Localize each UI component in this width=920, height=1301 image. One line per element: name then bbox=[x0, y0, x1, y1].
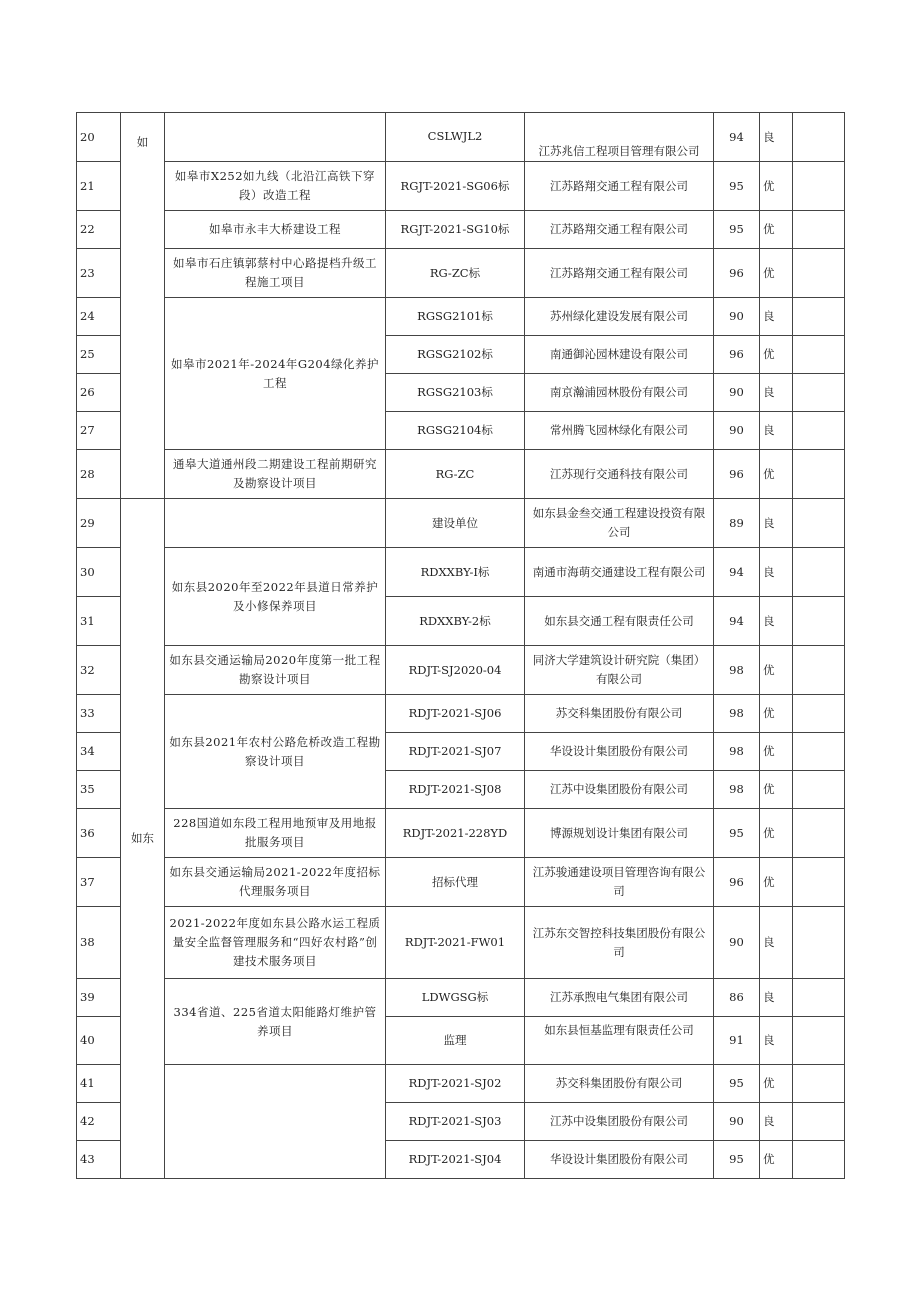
table-row bbox=[77, 298, 845, 336]
section-code: RDJT-2021-228YD bbox=[386, 809, 525, 858]
grade: 优 bbox=[760, 211, 793, 249]
project-name: 如东县2020年至2022年县道日常养护及小修保养项目 bbox=[165, 548, 386, 646]
project-name: 334省道、225省道太阳能路灯维护管养项目 bbox=[165, 979, 386, 1065]
section-code: RDJT-2021-SJ06 bbox=[386, 695, 525, 733]
score: 95 bbox=[714, 211, 760, 249]
score: 90 bbox=[714, 298, 760, 336]
region-cell-rugao: 如 bbox=[121, 113, 165, 499]
project-name: 如皋市X252如九线（北沿江高铁下穿段）改造工程 bbox=[165, 162, 386, 211]
remark-cell bbox=[793, 1103, 845, 1141]
section-code: RGSG2102标 bbox=[386, 336, 525, 374]
score: 89 bbox=[714, 499, 760, 548]
remark-cell bbox=[793, 771, 845, 809]
company-name: 南京瀚浦园林股份有限公司 bbox=[525, 374, 714, 412]
score: 96 bbox=[714, 336, 760, 374]
region-cell-rudong: 如东 bbox=[121, 499, 165, 1179]
grade: 良 bbox=[760, 374, 793, 412]
grade: 良 bbox=[760, 979, 793, 1017]
company-name: 江苏兆信工程项目管理有限公司 bbox=[525, 113, 714, 162]
row-number: 25 bbox=[77, 336, 121, 374]
grade: 优 bbox=[760, 450, 793, 499]
row-number: 28 bbox=[77, 450, 121, 499]
row-number: 43 bbox=[77, 1141, 121, 1179]
section-code: RDXXBY-2标 bbox=[386, 597, 525, 646]
section-code: 监理 bbox=[386, 1017, 525, 1065]
score: 98 bbox=[714, 695, 760, 733]
remark-cell bbox=[793, 162, 845, 211]
section-code: RDJT-2021-SJ04 bbox=[386, 1141, 525, 1179]
company-name: 江苏中设集团股份有限公司 bbox=[525, 1103, 714, 1141]
row-number: 34 bbox=[77, 733, 121, 771]
company-name: 江苏路翔交通工程有限公司 bbox=[525, 211, 714, 249]
row-number: 42 bbox=[77, 1103, 121, 1141]
company-name: 江苏东交智控科技集团股份有限公司 bbox=[525, 907, 714, 979]
table-row bbox=[77, 249, 845, 298]
remark-cell bbox=[793, 597, 845, 646]
grade: 优 bbox=[760, 336, 793, 374]
remark-cell bbox=[793, 1065, 845, 1103]
section-code: RG-ZC标 bbox=[386, 249, 525, 298]
row-number: 37 bbox=[77, 858, 121, 907]
section-code: RGSG2101标 bbox=[386, 298, 525, 336]
remark-cell bbox=[793, 249, 845, 298]
grade: 优 bbox=[760, 646, 793, 695]
section-code: 建设单位 bbox=[386, 499, 525, 548]
grade: 优 bbox=[760, 1065, 793, 1103]
grade: 优 bbox=[760, 858, 793, 907]
project-name: 如东县交通运输局2021-2022年度招标代理服务项目 bbox=[165, 858, 386, 907]
remark-cell bbox=[793, 412, 845, 450]
remark-cell bbox=[793, 809, 845, 858]
remark-cell bbox=[793, 211, 845, 249]
row-number: 36 bbox=[77, 809, 121, 858]
grade: 优 bbox=[760, 695, 793, 733]
remark-cell bbox=[793, 113, 845, 162]
row-number: 38 bbox=[77, 907, 121, 979]
score: 91 bbox=[714, 1017, 760, 1065]
project-name: 2021-2022年度如东县公路水运工程质量安全监督管理服务和“四好农村路”创建技术服务项目 bbox=[165, 907, 386, 979]
grade: 良 bbox=[760, 499, 793, 548]
table-row bbox=[77, 695, 845, 733]
company-name: 江苏路翔交通工程有限公司 bbox=[525, 162, 714, 211]
grade: 优 bbox=[760, 809, 793, 858]
project-name: 通皋大道通州段二期建设工程前期研究及勘察设计项目 bbox=[165, 450, 386, 499]
remark-cell bbox=[793, 733, 845, 771]
remark-cell bbox=[793, 858, 845, 907]
row-number: 23 bbox=[77, 249, 121, 298]
table-row bbox=[77, 858, 845, 907]
row-number: 26 bbox=[77, 374, 121, 412]
row-number: 35 bbox=[77, 771, 121, 809]
score: 96 bbox=[714, 450, 760, 499]
section-code: RG-ZC bbox=[386, 450, 525, 499]
section-code: CSLWJL2 bbox=[386, 113, 525, 162]
remark-cell bbox=[793, 336, 845, 374]
grade: 优 bbox=[760, 771, 793, 809]
grade: 良 bbox=[760, 597, 793, 646]
score: 94 bbox=[714, 597, 760, 646]
score: 86 bbox=[714, 979, 760, 1017]
project-name: 如东县交通运输局2020年度第一批工程勘察设计项目 bbox=[165, 646, 386, 695]
section-code: RDJT-2021-SJ08 bbox=[386, 771, 525, 809]
row-number: 24 bbox=[77, 298, 121, 336]
project-name bbox=[165, 113, 386, 162]
section-code: RGSG2103标 bbox=[386, 374, 525, 412]
score: 96 bbox=[714, 249, 760, 298]
table-row bbox=[77, 499, 845, 548]
row-number: 32 bbox=[77, 646, 121, 695]
section-code: RGSG2104标 bbox=[386, 412, 525, 450]
company-name: 南通御沁园林建设有限公司 bbox=[525, 336, 714, 374]
evaluation-table bbox=[76, 112, 845, 1179]
score: 95 bbox=[714, 1141, 760, 1179]
table-row bbox=[77, 1065, 845, 1103]
remark-cell bbox=[793, 979, 845, 1017]
company-name: 华设设计集团股份有限公司 bbox=[525, 1141, 714, 1179]
section-code: RGJT-2021-SG10标 bbox=[386, 211, 525, 249]
company-name: 如东县恒基监理有限责任公司 bbox=[525, 1017, 714, 1065]
company-name: 华设设计集团股份有限公司 bbox=[525, 733, 714, 771]
score: 98 bbox=[714, 733, 760, 771]
section-code: RDJT-SJ2020-04 bbox=[386, 646, 525, 695]
score: 98 bbox=[714, 646, 760, 695]
score: 94 bbox=[714, 113, 760, 162]
table-row bbox=[77, 979, 845, 1017]
table-row bbox=[77, 162, 845, 211]
project-name bbox=[165, 499, 386, 548]
company-name: 江苏路翔交通工程有限公司 bbox=[525, 249, 714, 298]
table-row bbox=[77, 211, 845, 249]
table-row bbox=[77, 548, 845, 597]
row-number: 21 bbox=[77, 162, 121, 211]
company-name: 苏交科集团股份有限公司 bbox=[525, 695, 714, 733]
row-number: 33 bbox=[77, 695, 121, 733]
remark-cell bbox=[793, 499, 845, 548]
section-code: LDWGSG标 bbox=[386, 979, 525, 1017]
table-row bbox=[77, 907, 845, 979]
section-code: RDJT-2021-SJ02 bbox=[386, 1065, 525, 1103]
company-name: 江苏承煦电气集团有限公司 bbox=[525, 979, 714, 1017]
row-number: 20 bbox=[77, 113, 121, 162]
company-name: 如东县交通工程有限责任公司 bbox=[525, 597, 714, 646]
score: 95 bbox=[714, 809, 760, 858]
project-name bbox=[165, 1065, 386, 1179]
row-number: 27 bbox=[77, 412, 121, 450]
score: 96 bbox=[714, 858, 760, 907]
company-name: 博源规划设计集团有限公司 bbox=[525, 809, 714, 858]
table-row bbox=[77, 113, 845, 162]
company-name: 江苏现行交通科技有限公司 bbox=[525, 450, 714, 499]
remark-cell bbox=[793, 548, 845, 597]
grade: 良 bbox=[760, 1103, 793, 1141]
remark-cell bbox=[793, 450, 845, 499]
company-name: 江苏中设集团股份有限公司 bbox=[525, 771, 714, 809]
score: 90 bbox=[714, 907, 760, 979]
grade: 优 bbox=[760, 733, 793, 771]
section-code: 招标代理 bbox=[386, 858, 525, 907]
project-name: 如皋市石庄镇郭蔡村中心路提档升级工程施工项目 bbox=[165, 249, 386, 298]
grade: 良 bbox=[760, 548, 793, 597]
company-name: 苏州绿化建设发展有限公司 bbox=[525, 298, 714, 336]
project-name: 如东县2021年农村公路危桥改造工程勘察设计项目 bbox=[165, 695, 386, 809]
grade: 良 bbox=[760, 298, 793, 336]
score: 90 bbox=[714, 412, 760, 450]
grade: 良 bbox=[760, 1017, 793, 1065]
remark-cell bbox=[793, 1017, 845, 1065]
remark-cell bbox=[793, 646, 845, 695]
row-number: 31 bbox=[77, 597, 121, 646]
project-name: 如皋市永丰大桥建设工程 bbox=[165, 211, 386, 249]
project-name: 如皋市2021年-2024年G204绿化养护工程 bbox=[165, 298, 386, 450]
table-row bbox=[77, 809, 845, 858]
section-code: RDJT-2021-SJ07 bbox=[386, 733, 525, 771]
score: 94 bbox=[714, 548, 760, 597]
row-number: 39 bbox=[77, 979, 121, 1017]
company-name: 常州腾飞园林绿化有限公司 bbox=[525, 412, 714, 450]
company-name: 南通市海萌交通建设工程有限公司 bbox=[525, 548, 714, 597]
score: 90 bbox=[714, 374, 760, 412]
project-name: 228国道如东段工程用地预审及用地报批服务项目 bbox=[165, 809, 386, 858]
grade: 优 bbox=[760, 249, 793, 298]
company-name: 苏交科集团股份有限公司 bbox=[525, 1065, 714, 1103]
grade: 良 bbox=[760, 113, 793, 162]
grade: 良 bbox=[760, 907, 793, 979]
row-number: 41 bbox=[77, 1065, 121, 1103]
section-code: RGJT-2021-SG06标 bbox=[386, 162, 525, 211]
table-row bbox=[77, 646, 845, 695]
remark-cell bbox=[793, 298, 845, 336]
company-name: 如东县金叁交通工程建设投资有限公司 bbox=[525, 499, 714, 548]
section-code: RDJT-2021-SJ03 bbox=[386, 1103, 525, 1141]
remark-cell bbox=[793, 695, 845, 733]
section-code: RDXXBY-I标 bbox=[386, 548, 525, 597]
score: 98 bbox=[714, 771, 760, 809]
row-number: 22 bbox=[77, 211, 121, 249]
remark-cell bbox=[793, 1141, 845, 1179]
grade: 优 bbox=[760, 1141, 793, 1179]
table-row bbox=[77, 450, 845, 499]
row-number: 30 bbox=[77, 548, 121, 597]
grade: 良 bbox=[760, 412, 793, 450]
score: 95 bbox=[714, 162, 760, 211]
remark-cell bbox=[793, 374, 845, 412]
row-number: 29 bbox=[77, 499, 121, 548]
section-code: RDJT-2021-FW01 bbox=[386, 907, 525, 979]
grade: 优 bbox=[760, 162, 793, 211]
score: 95 bbox=[714, 1065, 760, 1103]
row-number: 40 bbox=[77, 1017, 121, 1065]
score: 90 bbox=[714, 1103, 760, 1141]
company-name: 同济大学建筑设计研究院（集团）有限公司 bbox=[525, 646, 714, 695]
remark-cell bbox=[793, 907, 845, 979]
company-name: 江苏骏通建设项目管理咨询有限公司 bbox=[525, 858, 714, 907]
